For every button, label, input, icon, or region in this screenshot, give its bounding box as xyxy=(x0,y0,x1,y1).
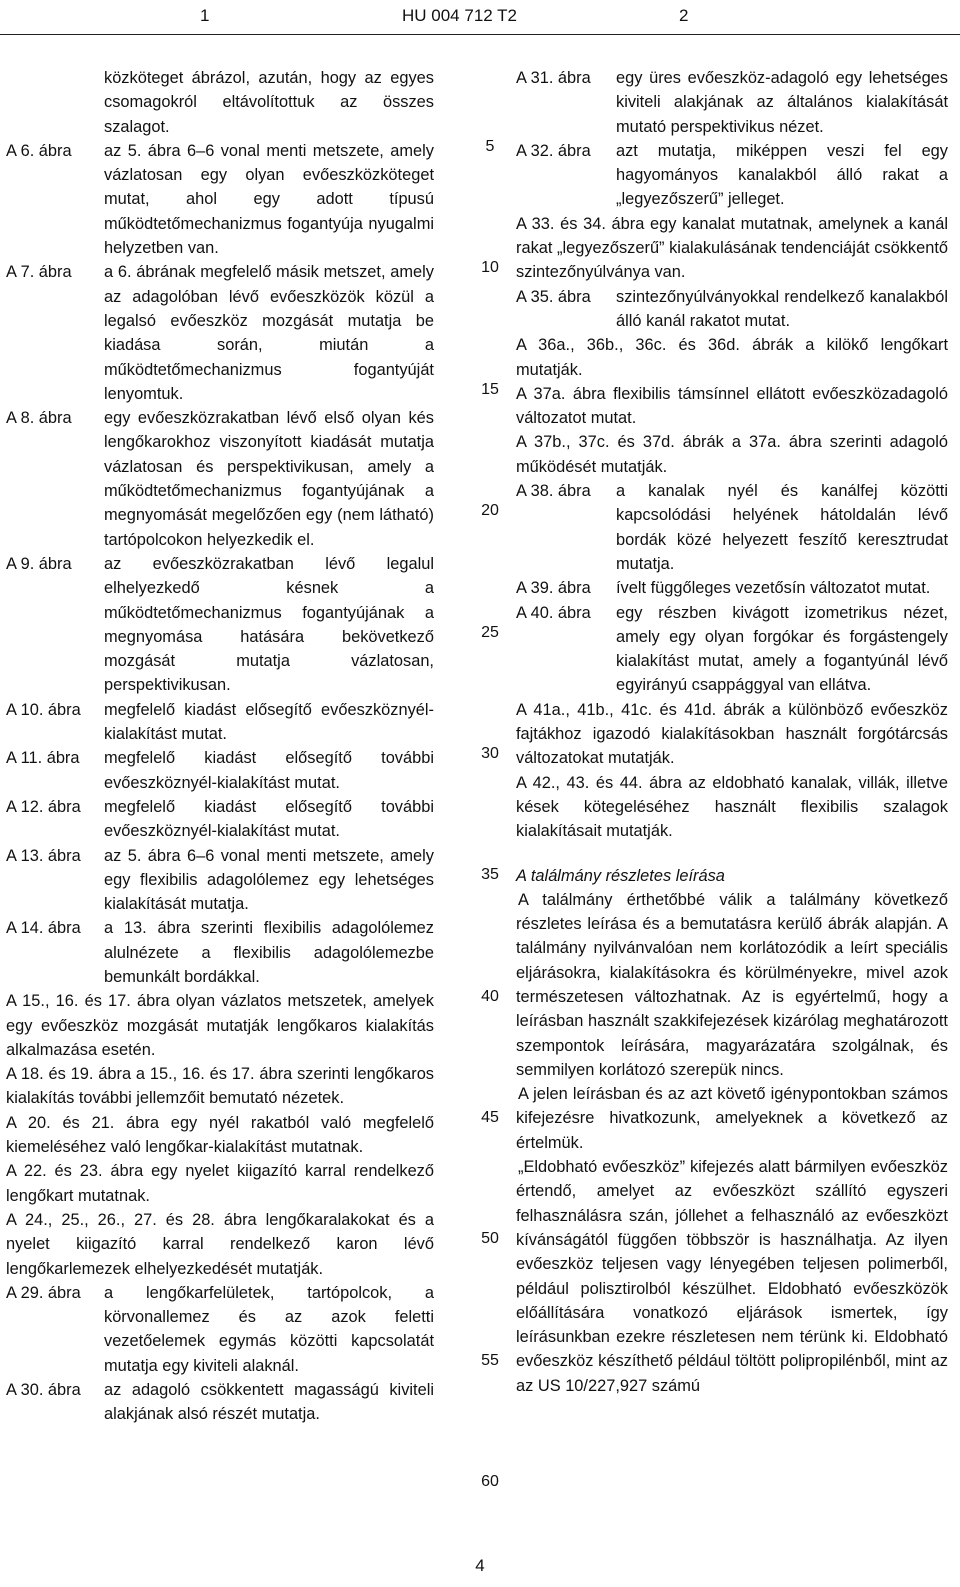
figure-description: a kanalak nyél és kanálfej közötti kapcsolódási helyének hátoldalán lévő bordák közé helyezett feszítő keresztrudat mutatja. xyxy=(616,482,948,573)
figure-label: A 15., 16. és 17. ábra xyxy=(6,992,176,1011)
figure-description: egy nyél rakatból való megfelelő kiemeléséhez való lengőkar-kialakítást mutatnak. xyxy=(6,1113,434,1157)
figure-label: A 9. ábra xyxy=(6,554,72,573)
body-paragraph: A jelen leírásban és az azt követő igénypontokban számos kifejezésre hivatkozunk, amelyeknek a következő az értelmük. xyxy=(516,1085,948,1152)
figure-entry xyxy=(6,844,434,917)
left-column xyxy=(6,66,434,1427)
figure-entry xyxy=(6,1062,434,1111)
figure-label: A 30. ábra xyxy=(6,1381,81,1400)
figure-description: az adagoló csökkentett magasságú kiviteli alakjának alsó részét mutatja. xyxy=(104,1381,434,1424)
figure-entry xyxy=(516,333,948,382)
figure-description: a 15., 16. és 17. ábra szerinti lengőkaros kialakítás további jellemzőit bemutató nézetek. xyxy=(6,1065,435,1108)
figure-label: A 32. ábra xyxy=(516,141,591,160)
figure-entry xyxy=(6,1281,434,1378)
line-number: 40 xyxy=(481,988,499,1005)
line-number: 10 xyxy=(481,259,499,276)
figure-description: egy evőeszközrakatban lévő első olyan kés lengőkarokhoz viszonyított kiadását mutatja vázlatosan és perspektivikusan, amely a működtetőmechanizmus fogantyújának a megnyomását megelőzően egy (nem látható) tartópolcokon helyezkedik el. xyxy=(104,409,434,549)
figure-description: ívelt függőleges vezetősín változatot mutat. xyxy=(616,579,931,598)
line-number: 35 xyxy=(481,866,499,883)
figure-entry xyxy=(6,916,434,989)
figure-entry xyxy=(6,552,434,698)
line-number: 55 xyxy=(481,1352,499,1369)
section-title: A találmány részletes leírása xyxy=(516,866,725,885)
figure-description: a lengőkarfelületek, tartópolcok, a körvonallemez és az azok feletti vezetőelemek egymás közötti kapcsolatát mutatja egy kiviteli alaknál. xyxy=(104,1283,434,1375)
figure-description: megfelelő kiadást elősegítő evőeszköznyél-kialakítást mutat. xyxy=(104,700,434,744)
figure-description: olyan vázlatos metszetek, amelyek egy evőeszköz mozgását mutatják lengőkaros kialakítás alkalmazása esetén. xyxy=(6,992,434,1059)
figure-entry xyxy=(6,1208,434,1281)
figure-entry xyxy=(6,406,434,552)
figure-description: egy üres evőeszköz-adagoló egy lehetséges kiviteli alakjának az általános kialakítását mutató perspektivikus nézet. xyxy=(616,69,948,136)
figure-label xyxy=(6,66,104,139)
body-paragraph: A találmány érthetőbbé válik a találmány következő részletes leírása és a bemutatásra kerülő ábrák alapján. A találmány nyilvánvalóan nem korlátozódik a leírt speciális eljárásokra, kialakításokra és körülményekre, mivel azok természetesen változhatnak. Az is egyértelmű, hogy a leírásban használt szakkifejezések kizárólag meghatározott szempontok leírására, magyarázatára szolgálnak, és semmilyen korlátozó szerepük nincs. xyxy=(516,890,948,1079)
figure-entry xyxy=(516,601,948,698)
figure-entry xyxy=(516,771,948,844)
figure-description: szintezőnyúlványokkal rendelkező kanalakból álló kanál rakatot mutat. xyxy=(616,287,948,330)
figure-entry xyxy=(6,1378,434,1427)
figure-description: közköteget ábrázol, azután, hogy az egyes csomagokról eltávolítottuk az összes szalagot. xyxy=(104,69,434,136)
figure-description: a 37a. ábra szerinti adagoló működését mutatják. xyxy=(516,433,948,476)
figure-description: egy részben kivágott izometrikus nézet, amely egy olyan forgókar és forgástengely kialakítást mutat, amely a fogantyúnál lévő egyirányú csappággyal van ellátva. xyxy=(616,603,948,695)
line-number: 30 xyxy=(481,745,499,762)
figure-entry xyxy=(516,139,948,212)
header-left-page: 1 xyxy=(200,6,210,25)
figure-description: a 13. ábra szerinti flexibilis adagolólemez alulnézete a flexibilis adagolólemezbe bemunkált bordákkal. xyxy=(104,919,434,986)
figure-label: A 35. ábra xyxy=(516,287,591,306)
figure-label: A 13. ábra xyxy=(6,846,81,865)
page-number: 4 xyxy=(475,1556,485,1575)
figure-label: A 39. ábra xyxy=(516,579,591,598)
figure-entry xyxy=(516,212,948,285)
figure-entry xyxy=(6,139,434,260)
figure-label: A 8. ábra xyxy=(6,409,72,428)
figure-label: A 6. ábra xyxy=(6,141,72,160)
figure-label: A 12. ábra xyxy=(6,797,81,816)
line-number: 25 xyxy=(481,624,499,641)
figure-label: A 14. ábra xyxy=(6,919,81,938)
figure-label: A 42., 43. és 44. ábra xyxy=(516,773,689,792)
figure-label: A 38. ábra xyxy=(516,482,591,501)
figure-label: A 18. és 19. ábra xyxy=(6,1065,136,1084)
figure-entry xyxy=(516,66,948,139)
figure-label: A 36a., 36b., 36c. és 36d. ábrák xyxy=(516,336,806,355)
line-number: 45 xyxy=(481,1109,499,1126)
header-doc-id: HU 004 712 T2 xyxy=(402,6,517,25)
figure-description: lengőkaralakokat és a nyelet kiigazító karral rendelkező karon lévő lengőkarlemezek elhelyezkedését mutatják. xyxy=(6,1210,434,1278)
figure-description: a 6. ábrának megfelelő másik metszet, amely az adagolóban lévő evőeszközök közül a legalsó evőeszköz mozgását mutatja be kiadása során, miután a működtetőmechanizmus fogantyúját lenyomtuk. xyxy=(104,263,434,403)
figure-label: A 41a., 41b., 41c. és 41d. ábrák xyxy=(516,700,772,719)
figure-entry xyxy=(516,285,948,334)
figure-entry xyxy=(516,430,948,479)
figure-description: a kilökő lengőkart mutatják. xyxy=(516,336,948,379)
figure-entry xyxy=(516,479,948,576)
figure-label: A 37a. ábra xyxy=(516,384,614,403)
figure-description: megfelelő kiadást elősegítő további evőeszköznyél-kialakítást mutat. xyxy=(104,797,434,841)
figure-label: A 22. és 23. ábra xyxy=(6,1162,152,1181)
figure-description: egy kanalat mutatnak, amelynek a kanál rakat „legyezőszerű” kialakulásának tendenciáját csökkentő szintezőnyúlványa van. xyxy=(516,214,948,282)
figure-entry xyxy=(6,698,434,747)
figure-entry xyxy=(6,746,434,795)
header-rule xyxy=(0,34,960,35)
figure-description: az 5. ábra 6–6 vonal menti metszete, amely egy flexibilis adagolólemez egy lehetséges kialakítását mutatja. xyxy=(104,846,434,914)
figure-entry xyxy=(6,260,434,406)
figure-entry xyxy=(6,989,434,1062)
figure-description: flexibilis támsínnel ellátott evőeszközadagoló változatot mutat. xyxy=(516,384,948,428)
line-number: 60 xyxy=(481,1473,499,1490)
figure-label: A 37b., 37c. és 37d. ábrák xyxy=(516,433,732,452)
figure-entry xyxy=(516,576,948,600)
figure-description: megfelelő kiadást elősegítő további evőeszköznyél-kialakítást mutat. xyxy=(104,749,434,792)
figure-entry xyxy=(6,795,434,844)
figure-description: az 5. ábra 6–6 vonal menti metszete, amely vázlatosan egy olyan evőeszközköteget mutat, ahol egy adott típusú működtetőmechanizmus fogantyúja nyugalmi helyzetben van. xyxy=(104,141,434,258)
figure-label: A 7. ábra xyxy=(6,263,72,282)
line-number: 20 xyxy=(481,502,499,519)
figure-description: az evőeszközrakatban lévő legalul elhelyezkedő késnek a működtetőmechanizmus fogantyújának a megnyomása hatására bekövetkező mozgását mutatja vázlatosan, perspektivikusan. xyxy=(104,554,434,695)
figure-label: A 10. ábra xyxy=(6,700,81,719)
figure-entry xyxy=(516,382,948,431)
figure-label: A 11. ábra xyxy=(6,749,80,768)
line-number: 5 xyxy=(485,138,495,155)
line-number: 50 xyxy=(481,1230,499,1247)
figure-description: az eldobható kanalak, villák, illetve kések kötegeléséhez használt flexibilis szalagok kialakításait mutatják. xyxy=(516,773,948,841)
figure-description: egy nyelet kiigazító karral rendelkező lengőkart mutatnak. xyxy=(6,1162,434,1205)
figure-label: A 33. és 34. ábra xyxy=(516,214,650,233)
figure-entry xyxy=(516,698,948,771)
figure-label: A 29. ábra xyxy=(6,1283,81,1302)
figure-label: A 20. és 21. ábra xyxy=(6,1113,171,1132)
figure-label: A 40. ábra xyxy=(516,603,591,622)
figure-entry xyxy=(6,1111,434,1160)
figure-label: A 31. ábra xyxy=(516,69,591,87)
figure-label: A 24., 25., 26., 27. és 28. ábra xyxy=(6,1210,266,1229)
figure-entry xyxy=(6,66,434,139)
right-column xyxy=(516,66,948,1398)
line-number: 15 xyxy=(481,381,499,398)
figure-entry xyxy=(6,1159,434,1208)
figure-description: a különböző evőeszköz fajtákhoz igazodó kialakításokban használt forgótárcsás változatokat mutatják. xyxy=(516,700,948,768)
body-paragraph: „Eldobható evőeszköz” kifejezés alatt bármilyen evőeszköz értendő, amelyet az evőeszközt szállító egyszeri felhasználásra szán, jóllehet a felhasználó az evőeszközt kívánságától függően többször is használhatja. Az ilyen evőeszköz teljesen vagy lényegében teljesen polimerből, például polisztirolból készülhet. Eldobható evőeszközök előállítására vonatkozó eljárások ismertek, így leírásunkban ezekre részletesen nem térünk ki. Eldobható evőeszköz készíthető például töltött polipropilénből, mint az az US 10/227,927 számú xyxy=(516,1158,948,1395)
header-right-page: 2 xyxy=(679,6,689,25)
figure-description: azt mutatja, miképpen veszi fel egy hagyományos kanalakból álló rakat a „legyezőszerű” jelleget. xyxy=(616,141,948,209)
